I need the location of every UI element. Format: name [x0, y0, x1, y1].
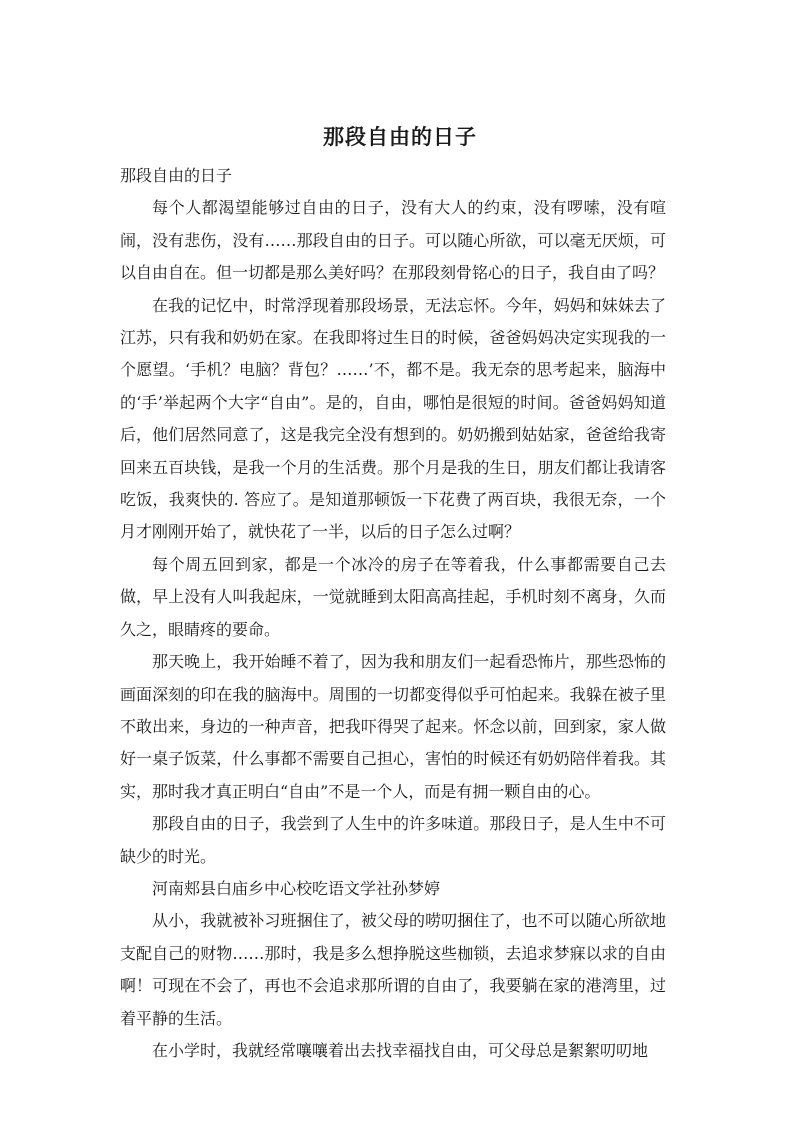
- author-line: 河南郏县白庙乡中心校吃语文学社孙梦婷: [152, 878, 441, 898]
- body-paragraph: 那段自由的日子，我尝到了人生中的许多味道。那段日子，是人生中不可缺少的时光。: [120, 814, 666, 866]
- body-paragraph: 每个周五回到家，都是一个冰冷的房子在等着我，什么事都需要自己去做，早上没有人叫我起床，一觉就睡到太阳高高挂起，手机时刻不离身，久而久之，眼睛疼的要命。: [120, 554, 666, 639]
- body-paragraph: 那天晚上，我开始睡不着了，因为我和朋友们一起看恐怖片，那些恐怖的画面深刻的印在我的脑海中。周围的一切都变得似乎可怕起来。我躲在被子里不敢出来，身边的一种声音，把我吓得哭了起来。怀念以前，回到家，家人做好一桌子饭菜，什么事都不需要自己担心，害怕的时候还有奶奶陪伴着我。其实，那时我才真正明白“自由”不是一个人，而是有拥一颗自由的心。: [120, 652, 666, 801]
- body-paragraph: 在小学时，我就经常嚷嚷着出去找幸福找自由，可父母总是絮絮叨叨地: [152, 1040, 649, 1060]
- body-paragraph: 从小，我就被补习班捆住了，被父母的唠叨捆住了，也不可以随心所欲地支配自己的财物……那时，我是多么想挣脱这些枷锁，去追求梦寐以求的自由啊！可现在不会了，再也不会追求那所谓的自由了，我要躺在家的港湾里，过着平静的生活。: [120, 911, 666, 1028]
- document-body: [120, 160, 666, 1067]
- body-paragraph: 每个人都渴望能够过自由的日子，没有大人的约束，没有啰嗦，没有喧闹，没有悲伤，没有……那段自由的日子。可以随心所欲，可以毫无厌烦，可以自由自在。但一切都是那么美好吗？在那段刻骨铭心的日子，我自由了吗？: [120, 198, 666, 283]
- document-title: 那段自由的日子: [323, 125, 477, 149]
- body-paragraph: 在我的记忆中，时常浮现着那段场景，无法忘怀。今年，妈妈和妹妹去了江苏，只有我和奶奶在家。在我即将过生日的时候，爸爸妈妈决定实现我的一个愿望。‘手机？电脑？背包？……’不，都不是。我无奈的思考起来，脑海中的‘手’举起两个大字“自由”。是的，自由，哪怕是很短的时间。爸爸妈妈知道后，他们居然同意了，这是我完全没有想到的。奶奶搬到姑姑家，爸爸给我寄回来五百块钱，是我一个月的生活费。那个月是我的生日，朋友们都让我请客吃饭，我爽快的. 答应了。是知道那顿饭一下花费了两百块，我很无奈，一个月才刚刚开始了，就快花了一半，以后的日子怎么过啊？: [120, 295, 666, 542]
- subtitle-paragraph: 那段自由的日子: [120, 166, 233, 185]
